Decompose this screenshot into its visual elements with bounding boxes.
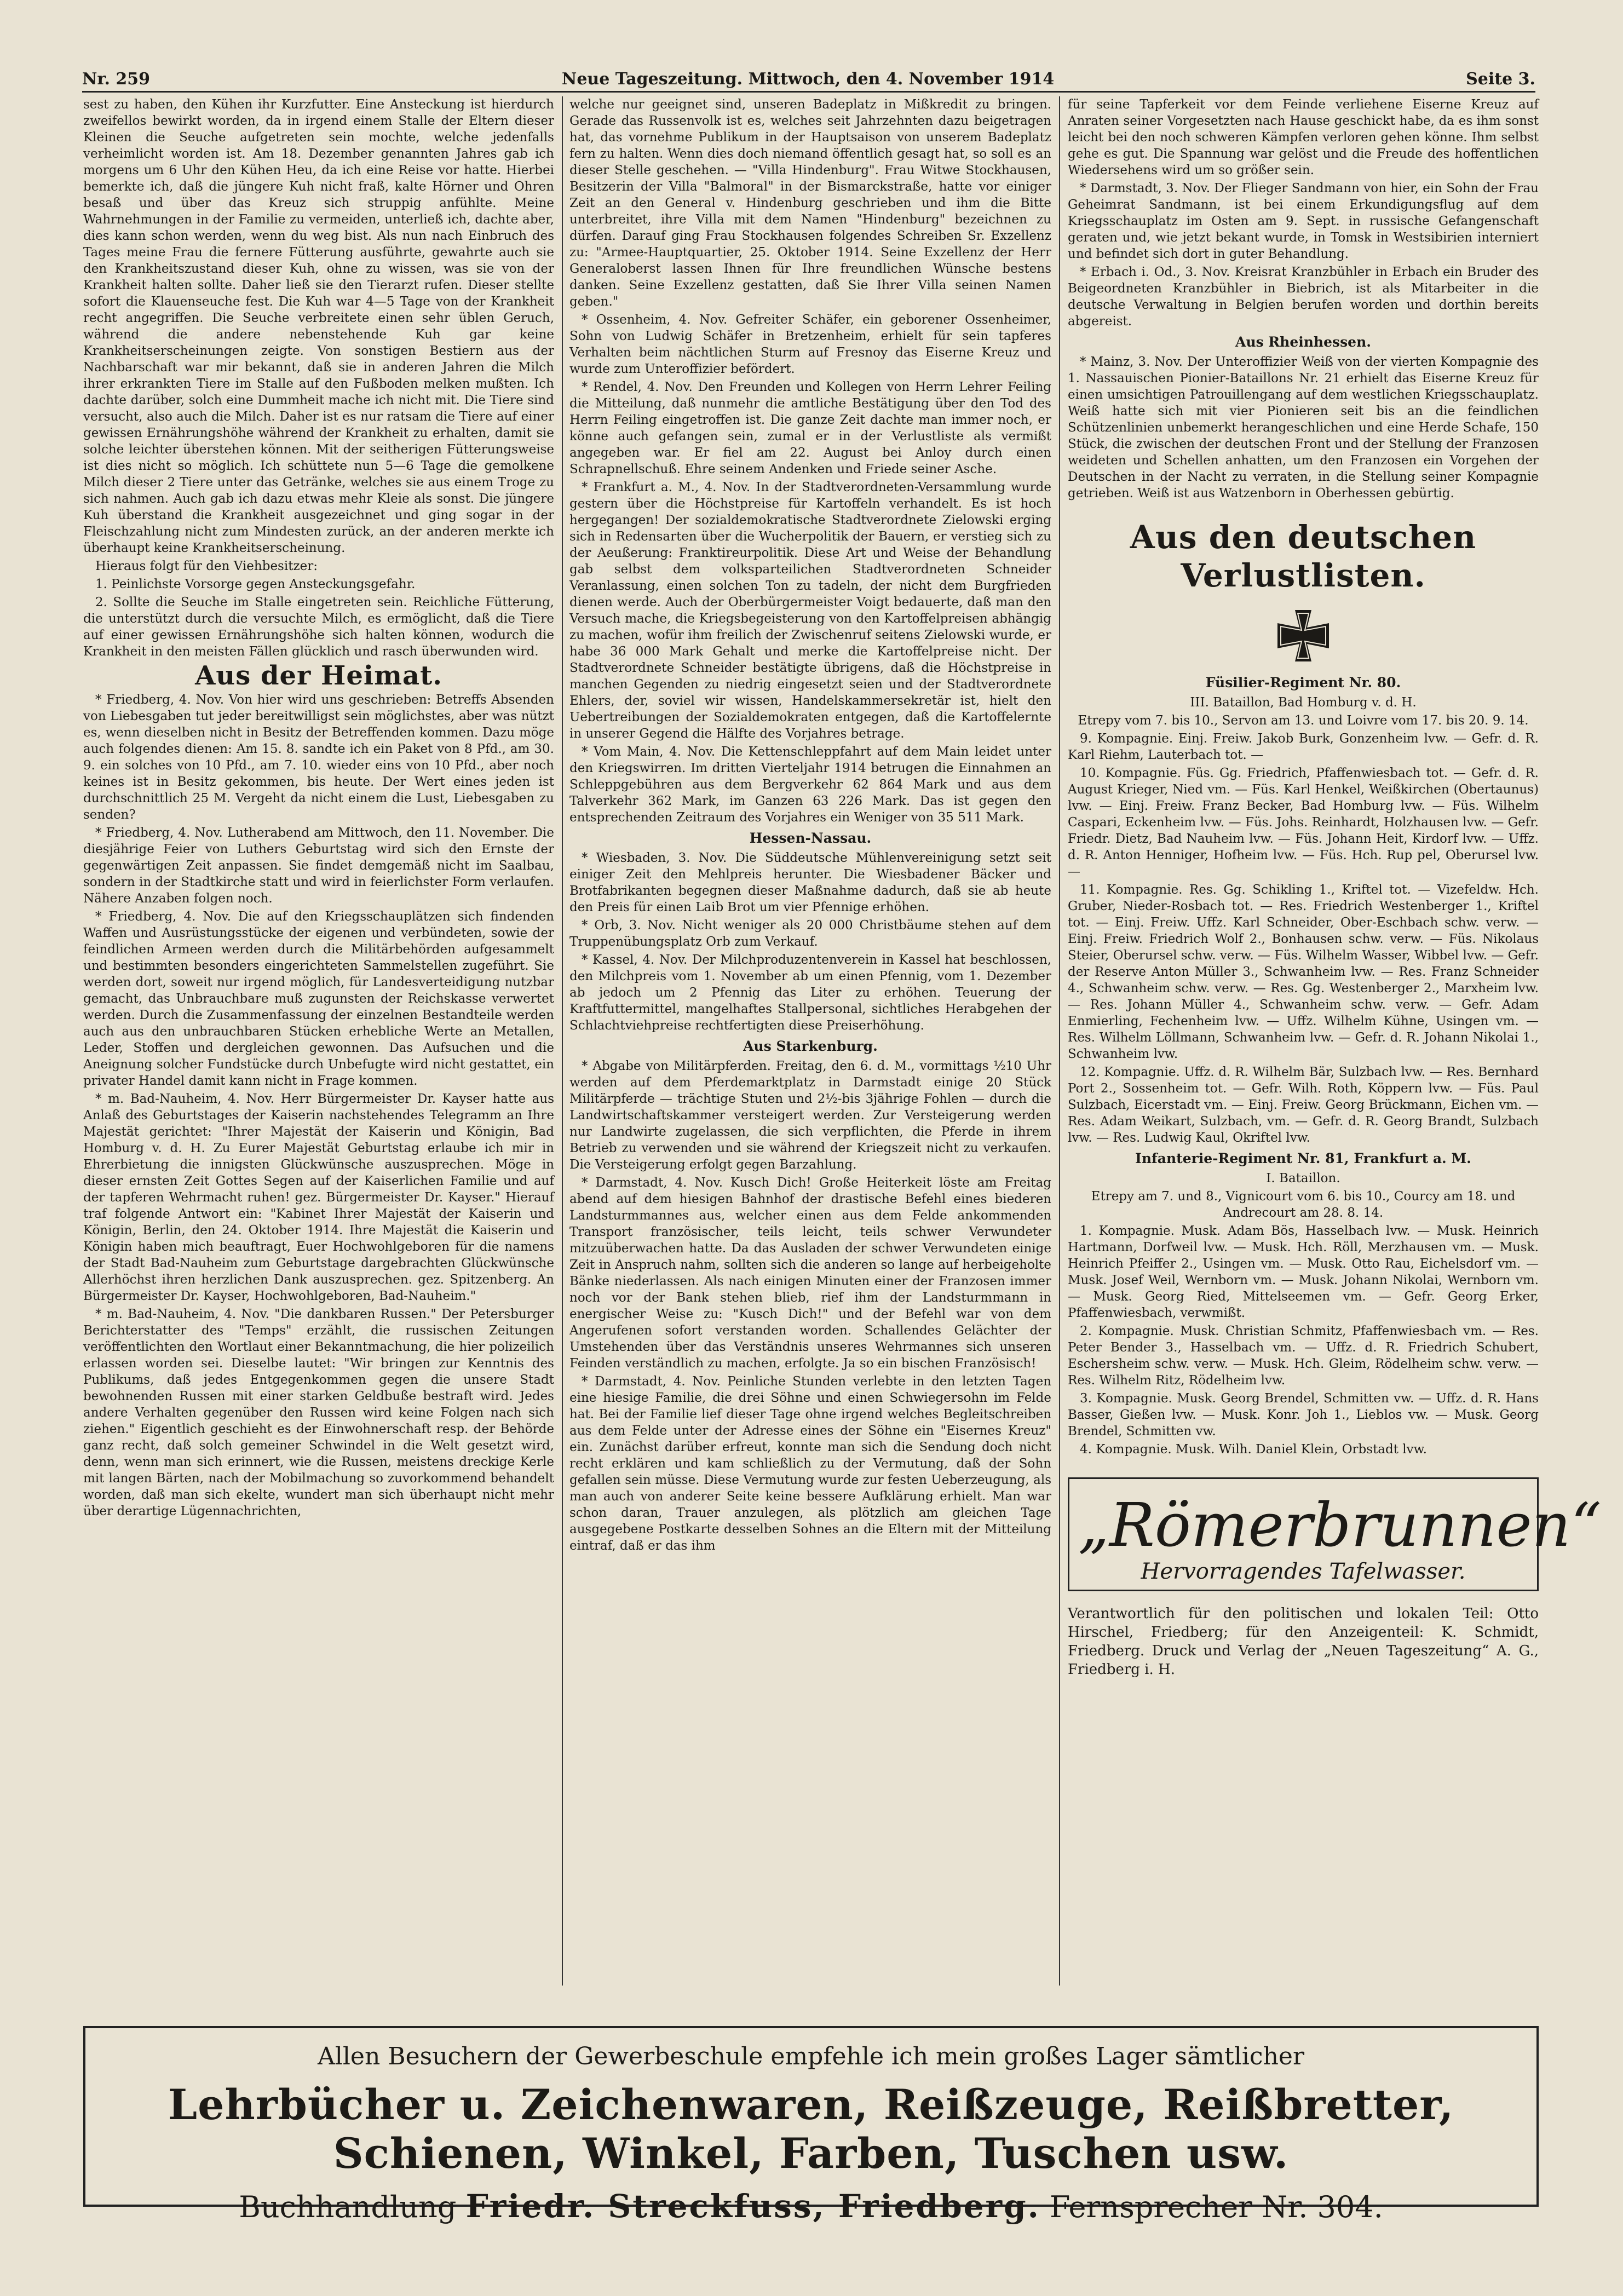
article-paragraph: Hieraus folgt für den Viehbesitzer: — [95, 559, 318, 573]
ad-tagline: Hervorragendes Tafelwasser. — [1141, 1559, 1466, 1584]
news-item: * Wiesbaden, 3. Nov. Die Süddeutsche Mühlenvereinigung setzt seit einiger Zeit den Mehlpreis herunter. Die Wiesbadener Bäcker und Brotfabrikanten begegnen dieser Maßnahme dadurch, daß sie ab heute den Preis für einen Laib Brot um vier Pfennige erhöhen. — [569, 851, 1051, 914]
roemerbrunnen-ad — [1068, 1477, 1602, 1591]
ad-phone: Fernsprecher Nr. 304. — [1050, 2190, 1383, 2224]
casualty-entry: 12. Kompagnie. Uffz. d. R. Wilhelm Bär, Sulzbach lvw. — Res. Bernhard Port 2., Sossenheim tot. — Gefr. Wilh. Roth, Köppern lvw. — Füs. Paul Sulzbach, Eicerstadt vm. — Einj. Freiw. Georg Brückmann, Eichen vm. — Res. Adam Weikart, Sulzbach, vm. — Gefr. d. R. Georg Brandt, Sulzbach lvw. — Res. Ludwig Kaul, Okriftel lvw. — [1068, 1065, 1539, 1145]
casualty-entry: 10. Kompagnie. Füs. Gg. Friedrich, Pfaffenwiesbach tot. — Gefr. d. R. August Krieger, Nied vm. — Füs. Karl Henkel, Weißkirchen (Obertaunus) lvw. — Einj. Freiw. Franz Becker, Bad Homburg lvw. — Füs. Wilhelm Caspari, Eckenheim lvw. — Füs. Johs. Reinhardt, Holzhausen lvw. — Gefr. Friedr. Dietz, Bad Nauheim lvw. — Füs. Johann Heit, Kirdorf lvw. — Uffz. d. R. Anton Henniger, Hofheim lvw. — Füs. Hch. Rup pel, Oberursel lvw. — — [1068, 766, 1539, 879]
issue-number: Nr. 259 — [82, 70, 150, 89]
news-item: * Frankfurt a. M., 4. Nov. In der Stadtverordneten-Versammlung wurde gestern über die Höchstpreise für Kartoffeln verhandelt. Es ist hoch hergegangen! Der sozialdemokratische Stadtverordnete Zielowski erging sich in Redensarten über die Wucherpolitik der Bauern, er verstieg sich zu der Aeußerung: Franktireurpolitik. Diese Art und Weise der Behandlung gab selbst dem volksparteilichen Stadtverordneten Schneider Veranlassung, einen solchen Ton zu tadeln, der nicht dem Burgfrieden dienen werde. Auch der Oberbürgermeister Voigt bedauerte, daß man den Versuch mache, die Kriegsbegeisterung von den Kartoffelpreisen abhängig zu machen, wofür ihm freilich der Zwischenruf seitens Zielowski wurde, er habe 36 000 Mark Gehalt und merke die Kartoffelpreise nicht. Der Stadtverordnete Schneider bestätigte übrigens, daß die Höchstpreise in manchen Gegenden zu niedrig eingesetzt seien und der Stadtverordnete Ehlers, der, soviel wir wissen, Handelskammersekretär ist, hielt den Uebertreibungen der Sozialdemokraten entgegen, daß die Kartoffelernte in unserer Gegend die Hälfte des Vorjahres betrage. — [569, 480, 1051, 741]
article-paragraph: welche nur geeignet sind, unseren Badeplatz in Mißkredit zu bringen. Gerade das Russenvolk ist es, welches seit Jahrzehnten dazu beigetragen hat, das vornehme Publikum in der Hauptsaison von unserem Badeplatz fern zu halten. Wenn dies doch niemand öffentlich gesagt hat, so soll es an dieser Stelle geschehen. — "Villa Hindenburg". Frau Witwe Stockhausen, Besitzerin der Villa "Balmoral" in der Bismarckstraße, hatte vor einiger Zeit an den General v. Hindenburg geschrieben und ihm die Bitte unterbreitet, ihre Villa mit dem Namen "Hindenburg" bezeichnen zu dürfen. Darauf ging Frau Stockhausen folgendes Schreiben Sr. Exzellenz zu: "Armee-Hauptquartier, 25. Oktober 1914. Seine Exzellenz der Herr Generaloberst lassen Ihnen für Ihre freundlichen Wünsche bestens danken. Seine Exzellenz gestatten, daß Sie Ihrer Villa seinen Namen geben." — [569, 97, 1051, 309]
news-item: * Orb, 3. Nov. Nicht weniger als 20 000 Christbäume stehen auf dem Truppenübungsplatz Orb zum Verkauf. — [569, 918, 1051, 949]
article-paragraph: für seine Tapferkeit vor dem Feinde verliehene Eiserne Kreuz auf Anraten seiner Vorgesetzten nach Hause geschickt habe, da es ihm sonst leicht bei den noch schweren Kämpfen verloren gehen könne. Ihm selbst gehe es gut. Die Spannung war gelöst und die Freude des hoffentlichen Wiedersehens wird um so größer sein. — [1068, 97, 1539, 177]
casualty-entry: 2. Kompagnie. Musk. Christian Schmitz, Pfaffenwiesbach vm. — Res. Peter Bender 3., Hasselbach vm. — Uffz. d. R. Friedrich Schubert, Eschersheim schw. verw. — Musk. Hch. Gleim, Rödelheim schw. verw. — Res. Wilhelm Ritz, Rödelheim lvw. — [1068, 1324, 1539, 1388]
column-2 — [569, 96, 1051, 2007]
news-item: * Friedberg, 4. Nov. Die auf den Kriegsschauplätzen sich findenden Waffen und Ausrüstungsstücke der eigenen und verbündeten, sowie der feindlichen Armeen werden durch die Militärbehörden aufgesammelt und bestimmten besonders eingerichteten Sammelstellen zugeführt. Sie werden dort, soweit nur irgend möglich, für Landesverteidigung nutzbar gemacht, das Unbrauchbare muß zugunsten der Reichskasse verwertet werden. Durch die Zusammenfassung der einzelnen Bestandteile werden auch aus den unbrauchbaren Stücken erhebliche Werte an Metallen, Leder, Stoffen und dergleichen gewonnen. Das Aufsuchen und die Aneignung solcher Fundstücke durch Unbefugte wird nicht gestattet, ein privater Handel damit kann nicht in Frage kommen. — [83, 910, 554, 1088]
regiment-title: Infanterie-Regiment Nr. 81, Frankfurt a. M. — [1135, 1150, 1471, 1166]
column-1 — [83, 96, 554, 2007]
battle-locations: Etrepy vom 7. bis 10., Servon am 13. und Loivre vom 17. bis 20. 9. 14. — [1078, 713, 1529, 728]
news-item: * Mainz, 3. Nov. Der Unteroffizier Weiß von der vierten Kompagnie des 1. Nassauischen Pionier-Bataillons Nr. 21 erhielt das Eiserne Kreuz für einen umsichtigen Patrouillengang auf dem westlichen Kriegsschauplatz. Weiß hatte sich mit vier Pionieren seit bis an die feindlichen Schützenlinien unbemerkt herangeschlichen und eine Herde Schafe, 150 Stück, die zwischen der deutschen Front und der Stellung der Franzosen weideten und Schellen anhatten, um den Franzosen ein Vorgehen der Deutschen in der Nacht zu verraten, in die Stellung seiner Kompagnie getrieben. Weiß ist aus Watzenborn in Oberhessen gebürtig. — [1068, 355, 1539, 500]
page-header — [82, 61, 1535, 89]
news-item: * Ossenheim, 4. Nov. Gefreiter Schäfer, ein geborener Ossenheimer, Sohn von Ludwig Schäfer in Bretzenheim, erhielt für sein tapferes Verhalten beim nächtlichen Sturm auf Fresnoy das Eiserne Kreuz und wurde zum Unteroffizier befördert. — [569, 313, 1051, 376]
masthead-line: Neue Tageszeitung. Mittwoch, den 4. November 1914 — [561, 70, 1055, 89]
news-item: * Darmstadt, 3. Nov. Der Flieger Sandmann von hier, ein Sohn der Frau Geheimrat Sandmann, ist bei einem Erkundigungsflug auf dem Kriegsschauplatz im Osten am 9. Sept. in russische Gefangenschaft geraten und, wie jetzt bekant wurde, in Tomsk in Westsibirien interniert und befindet sich dort in guter Behandlung. — [1068, 181, 1539, 261]
news-item: * Vom Main, 4. Nov. Die Kettenschleppfahrt auf dem Main leidet unter den Kriegswirren. Im dritten Vierteljahr 1914 betrugen die Einnahmen an Schleppgebühren aus dem Bergverkehr 62 864 Mark und aus dem Talverkehr 362 Mark, im Ganzen 63 226 Mark. Das ist gegen den entsprechenden Zeitraum des Vorjahres ein Weniger von 35 511 Mark. — [569, 745, 1051, 825]
ad-shop-name: Friedr. Streckfuss, Friedberg. — [465, 2188, 1040, 2225]
article-paragraph: 1. Peinlichste Vorsorge gegen Ansteckungsgefahr. — [95, 577, 416, 591]
ad-brand-name: „Römerbrunnen“ — [1078, 1490, 1602, 1560]
news-item: * Rendel, 4. Nov. Den Freunden und Kollegen von Herrn Lehrer Feiling die Mitteilung, daß nunmehr die amtliche Bestätigung über den Tod des Herrn Feiling eingetroffen ist. Die ganze Zeit dachte man immer noch, er könne auch gefangen sein, zumal er in der Verlustliste als vermißt angegeben war. Er fiel am 22. August bei Anloy durch einen Schrapnellschuß. Ehre seinem Andenken und Friede seiner Asche. — [569, 380, 1051, 476]
news-item: * Erbach i. Od., 3. Nov. Kreisrat Kranzbühler in Erbach ein Bruder des Beigeordneten Kranzbühler in Biebrich, ist als Mitarbeiter in die deutsche Verwaltung in Belgien berufen worden und dorthin bereits abgereist. — [1068, 265, 1539, 329]
page-number: Seite 3. — [1466, 70, 1535, 89]
news-item: * Darmstadt, 4. Nov. Kusch Dich! Große Heiterkeit löste am Freitag abend auf dem hiesigen Bahnhof der drastische Befehl eines biederen Landsturmmannes aus, welcher einen aus dem Felde ankommenden Transport französischer, teils leicht, teils schwer Verwundeter mitzuüberwachen hatte. Da das Ausladen der schwer Verwundeten einige Zeit in Anspruch nahm, sollten sich die anderen so lange auf herbeigeholte Bänke niederlassen. Als nach einigen Minuten einer der Franzosen immer noch vor der Bank stehen blieb, rief ihm der Landsturmmann in energischer Weise zu: "Kusch Dich!" und der Befehl war von dem Angerufenen sofort verstanden worden. Schallendes Gelächter der Umstehenden über das Verständnis unseres Wehrmannes sich unseren Feinden verständlich zu machen, erfolgte. Ja so ein bischen Französisch! — [569, 1176, 1051, 1371]
battle-locations: Etrepy am 7. und 8., Vignicourt vom 6. bis 10., Courcy am 18. und Andrecourt am 28. 8. 14. — [1091, 1189, 1516, 1220]
battalion-title: III. Bataillon, Bad Homburg v. d. H. — [1190, 695, 1417, 710]
news-item: * Abgabe von Militärpferden. Freitag, den 6. d. M., vormittags ½10 Uhr werden auf dem Pferdemarktplatz in Darmstadt einige 20 Stück Militärpferde — trächtige Stuten und 2½-bis 3jährige Fohlen — durch die Landwirtschaftskammer versteigert werden. Zur Versteigerung werden nur Landwirte zugelassen, die sich verpflichten, die Pferde in ihrem Betrieb zu verwenden und sie während der Kriegszeit nicht zu verkaufen. Die Versteigerung erfolgt gegen Barzahlung. — [569, 1059, 1051, 1172]
casualty-list-heading: Aus den deutschen Verlustlisten. — [1130, 519, 1477, 594]
column-divider — [562, 96, 563, 1986]
ad-shop-line — [85, 2188, 1536, 2225]
news-item: * Darmstadt, 4. Nov. Peinliche Stunden verlebte in den letzten Tagen eine hiesige Familie, die drei Söhne und einen Schwiegersohn im Felde hat. Bei der Familie lief dieser Tage ohne irgend welches Begleitschreiben aus dem Felde unter der Adresse eines der Söhne ein "Eisernes Kreuz" ein. Zunächst darüber erfreut, konnte man sich die Sendung doch nicht recht erklären und kam schließlich zu der Vermutung, daß der Sohn gefallen sein müsse. Diese Vermutung wurde zur festen Ueberzeugung, als man auch von anderer Seite keine bessere Aufklärung erhielt. Man war schon daran, Trauer anzulegen, als plötzlich am gleichen Tage ausgegebene Postkarte desselben Sohnes an die Eltern mit der Mitteilung eintraf, daß er das ihm — [569, 1374, 1051, 1553]
header-rule — [82, 91, 1535, 93]
ad-shop-prefix: Buchhandlung — [239, 2190, 457, 2224]
region-subheading: Aus Rheinhessen. — [1235, 334, 1371, 350]
news-item: * Kassel, 4. Nov. Der Milchproduzentenverein in Kassel hat beschlossen, den Milchpreis vom 1. November ab um einen Pfennig, vom 1. Dezember ab jedoch um 2 Pfennig das Liter zu erhöhen. Teuerung der Kraftfuttermittel, mangelhaftes Stallpersonal, sichtliches Herabgehen der Schlachtviehpreise rechtfertigten diese Preiserhöhung. — [569, 953, 1051, 1033]
ad-intro-line: Allen Besuchern der Gewerbeschule empfehle ich mein großes Lager sämtlicher — [318, 2042, 1304, 2070]
section-heading: Aus der Heimat. — [195, 660, 442, 691]
ad-product-line: Lehrbücher u. Zeichenwaren, Reißzeuge, Reißbretter, Schienen, Winkel, Farben, Tuschen usw. — [168, 2080, 1454, 2178]
casualty-entry: 9. Kompagnie. Einj. Freiw. Jakob Burk, Gonzenheim lvw. — Gefr. d. R. Karl Riehm, Lauterbach tot. — — [1068, 732, 1539, 762]
news-item: * m. Bad-Nauheim, 4. Nov. "Die dankbaren Russen." Der Petersburger Berichterstatter des "Temps" erzählt, die russischen Zeitungen veröffentlichten den Wortlaut einer Bekanntmachung, die hier polizeilich erlassen worden sei. Dieselbe lautet: "Wir bringen zur Kenntnis des Publikums, daß jedes Entgegenkommen gegen die unsere Stadt bewohnenden Russen mit einer starken Geldbuße bestraft wird. Jedes andere Verhalten gegenüber den Russen wird keine Folgen nach sich ziehen." Eigentlich geschieht es der Einwohnerschaft resp. der Behörde ganz recht, daß solch gemeiner Schwindel in die Welt gesetzt wird, denn, wenn man sich erinnert, wie die Russen, meistens dreckige Kerle mit langen Bärten, nach der Mobilmachung so zuvorkommend behandelt worden, daß man sich ekelte, wundert man sich überhaupt nicht mehr über derartige Lügennachrichten, — [83, 1307, 554, 1518]
casualty-entry: 4. Kompagnie. Musk. Wilh. Daniel Klein, Orbstadt lvw. — [1080, 1442, 1427, 1457]
column-divider — [1059, 96, 1060, 1986]
news-item: * Friedberg, 4. Nov. Von hier wird uns geschrieben: Betreffs Absenden von Liebesgaben tut jeder bereitwilligst sein möglichstes, aber was nützt es, wenn dieselben nicht in Besitz der Betreffenden kommen. Dazu möge auch folgendes dienen: Am 15. 8. sandte ich ein Paket von 8 Pfd., am 30. 9. ein solches von 10 Pfd., am 7. 10. wieder eins von 10 Pfd., aber noch keines ist in Besitz gekommen, bis heute. Der Wert eines jeden ist durchschnittlich 25 M. Vergeht da nicht einem die Lust, Liebesgaben zu senden? — [83, 693, 554, 822]
casualty-entry: 3. Kompagnie. Musk. Georg Brendel, Schmitten vw. — Uffz. d. R. Hans Basser, Gießen lvw. — Musk. Konr. Joh 1., Lieblos vw. — Musk. Georg Brendel, Schmitten vw. — [1068, 1391, 1539, 1438]
casualty-entry: 11. Kompagnie. Res. Gg. Schikling 1., Kriftel tot. — Vizefeldw. Hch. Gruber, Nieder-Rosbach tot. — Res. Friedrich Westenberger 1., Kriftel tot. — Einj. Freiw. Uffz. Karl Schneider, Ober-Eschbach schw. verw. — Einj. Freiw. Friedrich Wolf 2., Bonhausen schw. verw. — Füs. Nikolaus Steier, Oberursel schw. verw. — Füs. Wilhelm Wasser, Wibbel lvw. — Gefr. der Reserve Anton Müller 3., Schwanheim lvw. — Res. Franz Schneider 4., Schwanheim schw. verw. — Res. Gg. Westenberger 2., Marxheim lvw. — Res. Johann Müller 4., Schwanheim schw. verw. — Gefr. Adam Enmierling, Fechenheim lvw. — Uffz. Wilhelm Kühne, Usingen vm. — Res. Wilhelm Löllmann, Schwanheim lvw. — Gefr. d. R. Johann Nikolai 1., Schwanheim lvw. — [1068, 883, 1539, 1061]
region-subheading: Aus Starkenburg. — [743, 1038, 878, 1054]
bookshop-ad — [83, 2026, 1539, 2225]
iron-cross-icon — [1273, 606, 1333, 666]
news-item: * Friedberg, 4. Nov. Lutherabend am Mittwoch, den 11. November. Die diesjährige Feier von Luthers Geburtstag wird sich den Ernste der gegenwärtigen Zeit anpassen. Sie findet demgemäß nicht im Saalbau, sondern in der Stadtkirche statt und wird in feierlichster Form verlaufen. Nähere Anzaben folgen noch. — [83, 826, 554, 906]
region-subheading: Hessen-Nassau. — [749, 830, 872, 846]
imprint: Verantwortlich für den politischen und lokalen Teil: Otto Hirschel, Friedberg; für den Anzeigenteil: K. Schmidt, Friedberg. Druck und Verlag der „Neuen Tageszeitung“ A. G., Friedberg i. H. — [1068, 1606, 1539, 1678]
news-item: * m. Bad-Nauheim, 4. Nov. Herr Bürgermeister Dr. Kayser hatte aus Anlaß des Geburtstages der Kaiserin nachstehendes Telegramm an Ihre Majestät gerichtet: "Ihrer Majestät der Kaiserin und Königin, Bad Homburg v. d. H. Zu Eurer Majestät Geburtstag erlaube ich mir in Ehrerbietung die innigsten Glückwünsche auszusprechen. Möge in dieser ernsten Zeit Gottes Segen auf der Kaiserlichen Familie und auf der tapferen Wehrmacht ruhen! gez. Bürgermeister Dr. Kayser." Hierauf traf folgende Antwort ein: "Kabinet Ihrer Majestät der Kaiserin und Königin, Berlin, den 24. Oktober 1914. Ihre Majestät die Kaiserin und Königin haben mich beauftragt, Euer Hochwohlgeboren für die namens der Stadt Bad-Nauheim zum Geburtstage dargebrachten Glückwünsche Allerhöchst ihren herzlichen Dank auszusprechen. gez. Spitzenberg. An Bürgermeister Dr. Kayser, Hochwohlgeboren, Bad-Nauheim." — [83, 1092, 554, 1303]
regiment-title: Füsilier-Regiment Nr. 80. — [1205, 675, 1401, 690]
article-paragraph: 2. Sollte die Seuche im Stalle eingetreten sein. Reichliche Fütterung, die unterstützt durch die versuchte Milch, es ermöglicht, daß die Tiere auf einer gewissen Ernährungshöhe sich halten können, wodurch die Krankheit in den meisten Fällen glücklich und rasch überwunden wird. — [83, 595, 554, 659]
article-paragraph: sest zu haben, den Kühen ihr Kurzfutter. Eine Ansteckung ist hierdurch zweifellos bewirkt worden, da in irgend einem Stalle der Eltern dieser Kleinen die Seuche aufgetreten sein mochte, welche jedenfalls verheimlicht worden ist. Am 18. Dezember genannten Jahres gab ich morgens um 6 Uhr den Kühen Heu, da ich eine Reise vor hatte. Hierbei bemerkte ich, daß die jüngere Kuh nicht fraß, kalte Hörner und Ohren besaß und über das Kreuz sich struppig anfühlte. Meine Wahrnehmungen in der Familie zu vermeiden, unterließ ich, dachte aber, dies kann schon werden, wenn du weg bist. Als nun nach Einbruch des Tages meine Frau die fernere Fütterung ausführte, gewahrte auch sie den Krankheitszustand dieser Kuh, ohne zu wissen, was sie von der Krankheit halten sollte. Daher ließ sie den Tierarzt rufen. Dieser stellte sofort die Klauenseuche fest. Die Kuh war 4—5 Tage von der Krankheit recht angegriffen. Die Seuche verbreitete einen sehr üblen Geruch, während die andere nebenstehende Kuh gar keine Krankheitserscheinungen zeigte. Von sonstigen Bestiern aus der Nachbarschaft war mir bekannt, daß sie in anderen Jahren die Milch ihrer erkrankten Tiere im Stalle auf den Fußboden melken mußten. Ich dachte darüber, solch eine Dummheit mache ich nicht mit. Die Tiere sind versucht, also auch die Milch. Daher ist es nur ratsam die Tiere auf einer gewissen Ernährungshöhe während der Krankheit zu erhalten, damit sie solche leichter überstehen können. Mit der seitherigen Fütterungsweise ist dies nicht so möglich. Ich schüttete nun 5—6 Tage die gemolkene Milch dieser 2 Tiere unter das Getränke, welches sie aus einem Troge zu sich nahmen. Auch gab ich dazu etwas mehr Kleie als sonst. Die jüngere Kuh überstand die Krankheit ausgezeichnet und ging sogar in der Fleischzahlung nicht zum Mindesten zurück, an der anderen merkte ich überhaupt keine Krankheitserscheinung. — [83, 97, 554, 555]
battalion-title: I. Bataillon. — [1266, 1171, 1340, 1186]
column-3 — [1068, 96, 1602, 2007]
casualty-entry: 1. Kompagnie. Musk. Adam Bös, Hasselbach lvw. — Musk. Heinrich Hartmann, Dorfweil lvw. — Musk. Hch. Röll, Merzhausen vm. — Musk. Heinrich Pfeiffer 2., Usingen vm. — Musk. Otto Rau, Eichelsdorf vm. — Musk. Josef Weil, Wernborn vm. — Musk. Johann Nikolai, Wernborn vm. — Musk. Georg Ried, Mittelseemen vm. — Gefr. Georg Erker, Pfaffenwiesbach, verwmißt. — [1068, 1224, 1539, 1320]
